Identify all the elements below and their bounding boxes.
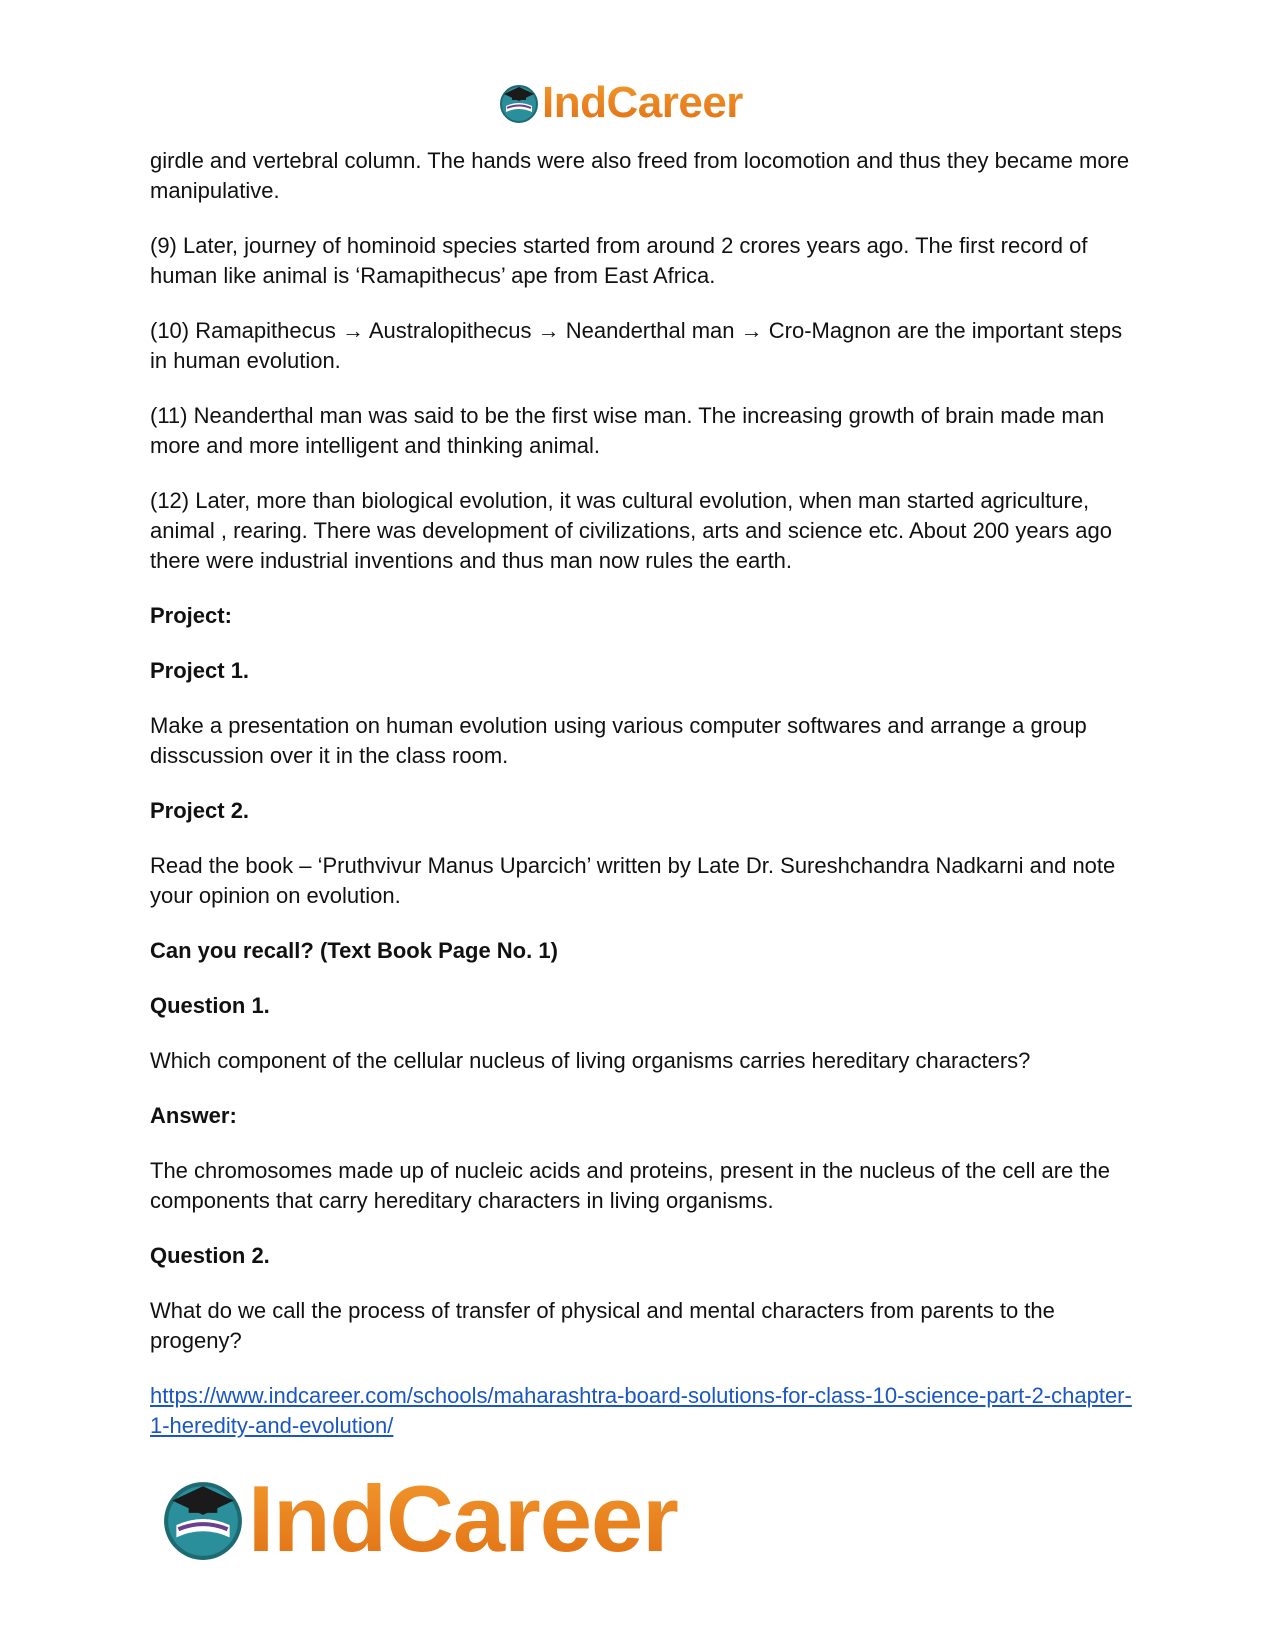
- header-logo: [498, 78, 743, 128]
- paragraph: (10) Ramapithecus → Australopithecus → Neanderthal man → Cro-Magnon are the important steps in human evolution.: [150, 318, 1123, 373]
- paragraph: (12) Later, more than biological evolution, it was cultural evolution, when man started agriculture, animal , rearing. There was development of civilizations, arts and science etc. About 200 years ago there were industrial inventions and thus man now rules the earth.: [150, 488, 1113, 573]
- graduation-cap-book-globe-icon: [498, 82, 540, 124]
- logo-wordmark: IndCareer: [542, 78, 743, 127]
- footer-logo: [160, 1465, 678, 1573]
- graduation-cap-book-globe-icon: [160, 1476, 246, 1562]
- section-heading: Project 1.: [150, 658, 250, 683]
- answer-heading: Answer:: [150, 1103, 237, 1128]
- question-heading: Question 1.: [150, 993, 270, 1018]
- section-heading: Can you recall? (Text Book Page No. 1): [150, 938, 558, 963]
- document-body: [150, 146, 1140, 1466]
- paragraph: Make a presentation on human evolution using various computer softwares and arrange a group disscussion over it in the class room.: [150, 713, 1087, 768]
- question-text: Which component of the cellular nucleus of living organisms carries hereditary characters?: [150, 1048, 1031, 1073]
- paragraph: (11) Neanderthal man was said to be the first wise man. The increasing growth of brain made man more and more intelligent and thinking animal.: [150, 403, 1105, 458]
- logo-wordmark: IndCareer: [248, 1466, 678, 1571]
- section-heading: Project:: [150, 603, 232, 628]
- question-heading: Question 2.: [150, 1243, 270, 1268]
- paragraph: girdle and vertebral column. The hands were also freed from locomotion and thus they became more manipulative.: [150, 148, 1130, 203]
- section-heading: Project 2.: [150, 798, 250, 823]
- answer-text: The chromosomes made up of nucleic acids and proteins, present in the nucleus of the cell are the components that carry hereditary characters in living organisms.: [150, 1158, 1110, 1213]
- source-link[interactable]: https://www.indcareer.com/schools/maharashtra-board-solutions-for-class-10-science-part-2-chapter-1-heredity-and-evolution/: [150, 1383, 1132, 1438]
- paragraph: (9) Later, journey of hominoid species started from around 2 crores years ago. The first record of human like animal is ‘Ramapithecus’ ape from East Africa.: [150, 233, 1088, 288]
- source-link-paragraph: [150, 1381, 1140, 1441]
- question-text: What do we call the process of transfer of physical and mental characters from parents to the progeny?: [150, 1298, 1055, 1353]
- paragraph: Read the book – ‘Pruthvivur Manus Uparcich’ written by Late Dr. Sureshchandra Nadkarni and note your opinion on evolution.: [150, 853, 1116, 908]
